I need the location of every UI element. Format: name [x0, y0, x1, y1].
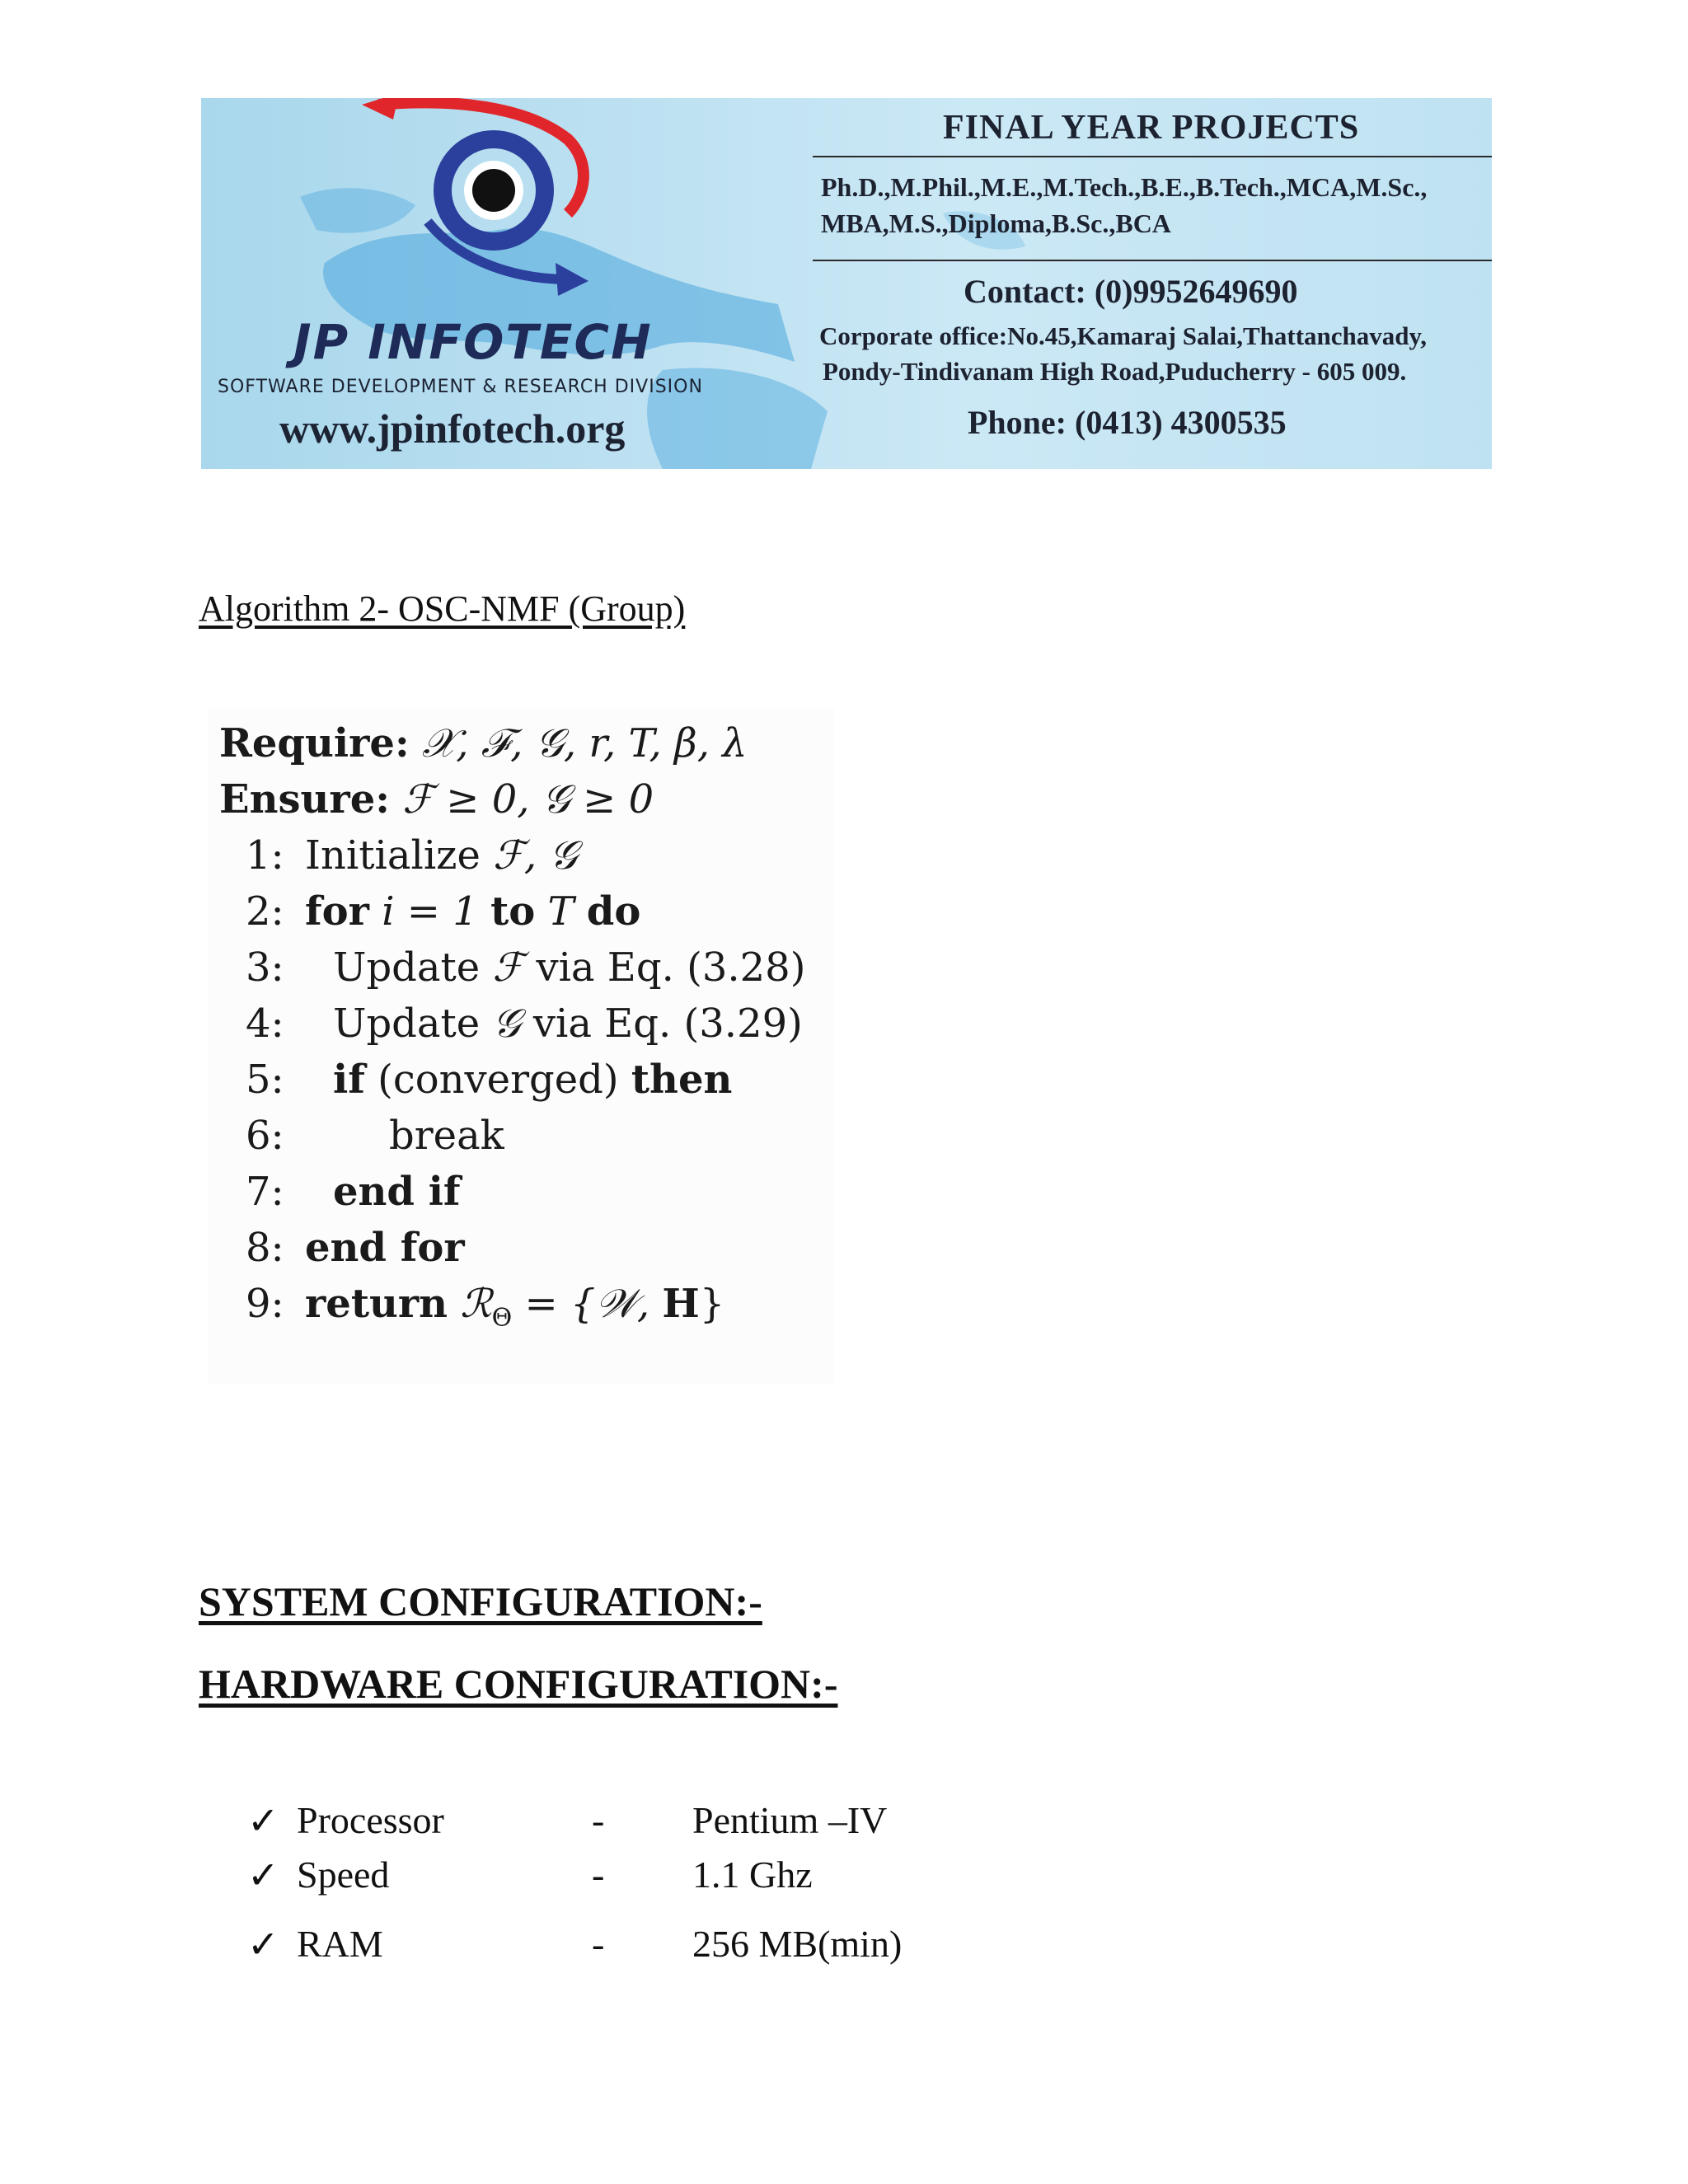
system-configuration-heading: SYSTEM CONFIGURATION:- [199, 1578, 762, 1624]
line-math: ℛ [448, 1281, 492, 1327]
spec-row-processor [0, 1798, 1688, 1848]
algorithm-line-2 [246, 888, 640, 935]
algorithm-title: Algorithm 2- OSC-NMF (Group) [199, 588, 686, 629]
address-line-2: Pondy-Tindivanam High Road,Puducherry - 605 009. [823, 357, 1407, 386]
spec-value: 1.1 Ghz [692, 1854, 813, 1896]
phone-number: Phone: (0413) 4300535 [968, 404, 1287, 441]
spec-label: Processor [297, 1799, 444, 1841]
line-number: 7: [246, 1169, 284, 1215]
hardware-configuration-heading: HARDWARE CONFIGURATION:- [199, 1661, 838, 1707]
algorithm-line-7 [246, 1169, 461, 1215]
line-math: } [699, 1281, 725, 1327]
header-banner [201, 98, 1492, 469]
line-math: T [535, 888, 587, 935]
check-icon: ✓ [247, 1854, 279, 1896]
spec-value: 256 MB(min) [692, 1923, 903, 1965]
require-value: 𝒳, ℱ, 𝒢, r, T, β, λ [421, 720, 748, 766]
spec-separator: - [592, 1923, 605, 1965]
line-number: 3: [246, 944, 284, 991]
check-icon: ✓ [247, 1924, 279, 1966]
line-text: via Eq. (3.29) [520, 1001, 803, 1047]
algorithm-ensure [219, 776, 654, 823]
brand-name: JP INFOTECH [293, 314, 653, 370]
algorithm-require [219, 720, 748, 767]
line-text: Update [332, 1001, 493, 1047]
keyword-then: then [631, 1057, 733, 1103]
check-icon: ✓ [247, 1800, 279, 1842]
logo-icon [321, 98, 700, 312]
ensure-value: ℱ ≥ 0, 𝒢 ≥ 0 [402, 776, 654, 823]
line-number: 2: [246, 888, 284, 935]
require-label: Require: [219, 720, 410, 766]
line-number: 8: [246, 1225, 284, 1271]
banner-divider [813, 156, 1492, 157]
keyword-for: for [304, 888, 369, 935]
algorithm-line-4 [246, 1001, 803, 1047]
line-math: = {𝒲, [512, 1281, 663, 1327]
website-link[interactable]: www.jpinfotech.org [279, 405, 626, 452]
line-number: 4: [246, 1001, 284, 1047]
brand-tagline: SOFTWARE DEVELOPMENT & RESEARCH DIVISION [218, 377, 703, 397]
spec-row-speed [0, 1853, 1688, 1902]
line-math-subscript: Θ [491, 1303, 513, 1333]
line-number: 1: [246, 832, 284, 879]
line-text: Initialize [304, 832, 494, 879]
algorithm-line-8 [246, 1225, 465, 1271]
algorithm-block [208, 709, 834, 1385]
line-math: i = 1 [368, 888, 491, 935]
algorithm-line-1 [246, 832, 578, 879]
keyword-do: do [586, 888, 641, 935]
line-number: 5: [246, 1057, 284, 1103]
line-math: 𝒢 [492, 1001, 521, 1047]
keyword-if: if [332, 1057, 365, 1103]
contact-number: Contact: (0)9952649690 [964, 273, 1298, 310]
spec-row-ram [0, 1922, 1688, 1971]
address-line-1: Corporate office:No.45,Kamaraj Salai,Thattanchavady, [819, 321, 1428, 350]
line-math: ℱ [492, 944, 524, 991]
line-math: ℱ, 𝒢 [493, 832, 578, 879]
algorithm-line-3 [246, 944, 805, 991]
spec-label: RAM [297, 1923, 383, 1965]
keyword-to: to [490, 888, 536, 935]
spec-separator: - [592, 1854, 605, 1896]
spec-separator: - [592, 1799, 605, 1841]
keyword-end-if: end if [332, 1169, 461, 1215]
line-text: break [388, 1113, 504, 1159]
ensure-label: Ensure: [219, 776, 390, 823]
line-number: 6: [246, 1113, 284, 1159]
line-number: 9: [246, 1281, 284, 1327]
line-math-bold: H [662, 1281, 700, 1327]
algorithm-line-6 [246, 1113, 504, 1159]
algorithm-line-5 [246, 1057, 732, 1103]
spec-value: Pentium –IV [692, 1799, 888, 1841]
line-text: via Eq. (3.28) [523, 944, 806, 991]
line-text: Update [332, 944, 493, 991]
keyword-return: return [304, 1281, 448, 1327]
spec-label: Speed [297, 1854, 390, 1896]
keyword-end-for: end for [304, 1225, 465, 1271]
banner-title: FINAL YEAR PROJECTS [943, 109, 1360, 147]
line-text: (converged) [364, 1057, 631, 1103]
qualifications-line-2: MBA,M.S.,Diploma,B.Sc.,BCA [821, 209, 1171, 238]
qualifications-line-1: Ph.D.,M.Phil.,M.E.,M.Tech.,B.E.,B.Tech.,MCA,M.Sc., [821, 172, 1428, 202]
banner-divider [813, 260, 1492, 261]
algorithm-line-9 [246, 1281, 724, 1333]
